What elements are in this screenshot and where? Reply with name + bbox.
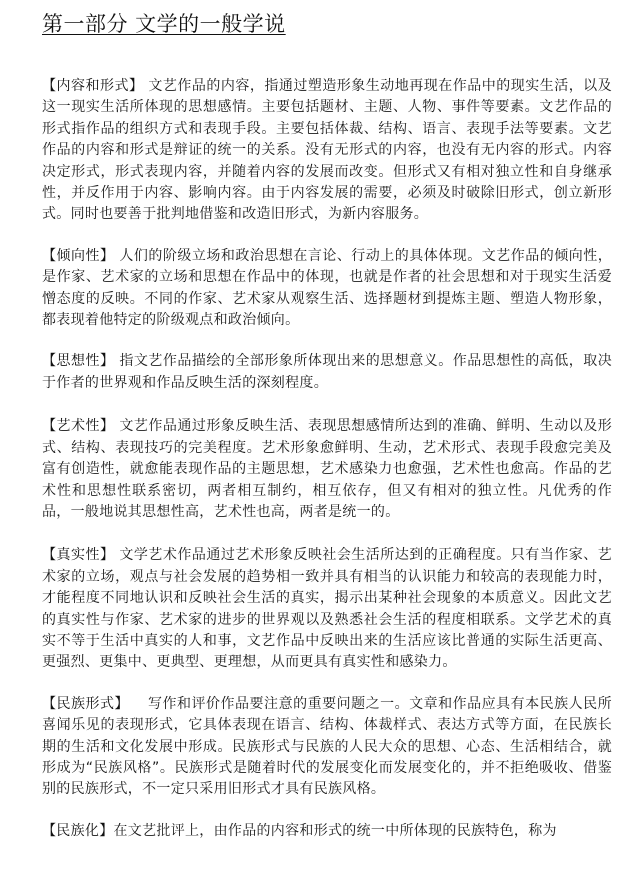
entry-tendency — [42, 246, 612, 332]
entry-term: 【民族形式】 — [42, 695, 130, 712]
entry-term: 【倾向性】 — [42, 247, 115, 264]
entry-term: 【内容和形式】 — [42, 78, 144, 94]
entry-nationalization — [42, 821, 612, 842]
entry-text: 在文艺批评上，由作品的内容和形式的统一中所体现的民族特色，称为 — [113, 822, 557, 839]
entry-text: 文学艺术作品通过艺术形象反映社会生活所达到的正确程度。只有当作家、艺术家的立场，观点与社会发展的趋势相一致并具有相当的认识能力和较高的表现能力时，才能程度不同地认识和反映社会生活的真实，揭示出某种社会现象的本质意义。因此文艺的真实性与作家、艺术家的进步的世界观以及熟悉社会生活的程度相联系。文学艺术的真实不等于生活中真实的人和事，文艺作品中反映出来的生活应该比普通的实际生活更高、更强烈、更集中、更典型、更理想，从而更具有真实性和感染力。 — [42, 547, 612, 671]
entry-term: 【真实性】 — [42, 547, 115, 564]
entry-text: 人们的阶级立场和政治思想在言论、行动上的具体体现。文艺作品的倾向性，是作家、艺术家的立场和思想在作品中的体现，也就是作者的社会思想和对于现实生活爱憎态度的反映。不同的作家、艺术家从观察生活、选择题材到提炼主题、塑造人物形象，都表现着他特定的阶级观点和政治倾向。 — [42, 247, 612, 329]
document-body — [42, 76, 612, 862]
entry-truthfulness — [42, 545, 612, 673]
entry-national-form — [42, 694, 612, 801]
entry-term: 【艺术性】 — [42, 418, 115, 435]
entry-artistry — [42, 416, 612, 523]
entry-ideology — [42, 351, 612, 394]
entry-term: 【民族化】 — [42, 822, 114, 839]
entry-text: 文艺作品通过形象反映生活、表现思想感情所达到的准确、鲜明、生动以及形式、结构、表现技巧的完美程度。艺术形象愈鲜明、生动，艺术形式、表现手段愈完美及富有创造性，就愈能表现作品的主题思想，艺术感染力也愈强，艺术性也愈高。作品的艺术性和思想性联系密切，两者相互制约，相互依存，但又有相对的独立性。凡优秀的作品，一般地说其思想性高，艺术性也高，两者是统一的。 — [42, 418, 612, 520]
entry-text: 写作和评价作品要注意的重要问题之一。文章和作品应具有本民族人民所喜闻乐见的表现形式，它具体表现在语言、结构、体裁样式、表达方式等方面，在民族长期的生活和文化发展中形成。民族形式与民族的人民大众的思想、心态、生活相结合，就形成为“民族风格”。民族形式是随着时代的发展变化而发展变化的，并不拒绝吸收、借鉴别的民族形式，不一定只采用旧形式才具有民族风格。 — [42, 695, 612, 798]
entry-text: 文艺作品的内容，指通过塑造形象生动地再现在作品中的现实生活，以及这一现实生活所体现的思想感情。主要包括题材、主题、人物、事件等要素。文艺作品的形式指作品的组织方式和表现手段。主要包括体裁、结构、语言、表现手法等要素。文艺作品的内容和形式是辩证的统一的关系。没有无形式的内容，也没有无内容的形式。内容决定形式，形式表现内容，并随着内容的发展而改变。但形式又有相对独立性和自身继承性，并反作用于内容、影响内容。由于内容发展的需要，必须及时破除旧形式，创立新形式。同时也要善于批判地借鉴和改造旧形式，为新内容服务。 — [42, 78, 612, 223]
entry-term: 【思想性】 — [42, 353, 115, 370]
entry-content-and-form — [42, 76, 612, 226]
page-title: 第一部分 文学的一般学说 — [42, 12, 286, 36]
entry-text: 指文艺作品描绘的全部形象所体现出来的思想意义。作品思想性的高低，取决于作者的世界观和作品反映生活的深刻程度。 — [42, 353, 612, 391]
